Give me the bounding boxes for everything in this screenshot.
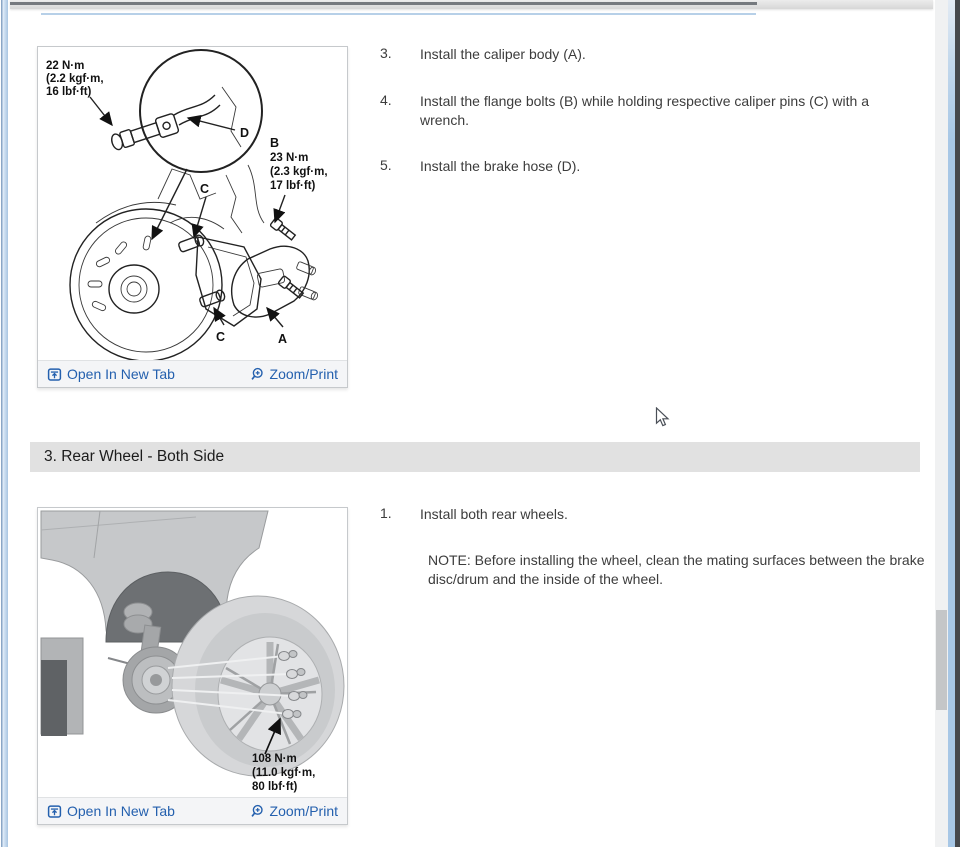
step-number: 5.: [380, 157, 392, 173]
label-c-bottom: C: [216, 330, 226, 344]
torque-flange-line3: 17 lbf·ft): [270, 180, 316, 192]
step-text: Install the caliper body (A).: [420, 46, 586, 62]
torque-wheel-line3: 80 lbf·ft): [252, 781, 298, 793]
zoom-icon: [250, 367, 265, 382]
note-text: NOTE: Before installing the wheel, clean the mating surfaces between the brake disc/drum and the inside of the wheel.: [428, 552, 925, 587]
step-text: Install the brake hose (D).: [420, 158, 581, 174]
zoom-print-label: Zoom/Print: [269, 366, 338, 382]
open-in-new-tab-icon: [47, 804, 62, 819]
label-a: A: [278, 332, 288, 346]
step-text: Install the flange bolts (B) while holding respective caliper pins (C) with a wrench.: [420, 93, 869, 128]
step-4: [380, 92, 920, 130]
rear-wheel-steps-list: [380, 505, 928, 625]
torque-flange-line2: (2.3 kgf·m,: [270, 166, 328, 178]
top-blue-divider-line: [41, 13, 756, 15]
rear-wheel-figure-panel: [37, 507, 348, 825]
window-edge: [955, 0, 960, 847]
open-in-new-tab-label: Open In New Tab: [67, 366, 175, 382]
caliper-steps-list: [380, 45, 928, 195]
section-header-rear-wheel: [30, 442, 920, 472]
rear-wheel-diagram[interactable]: [38, 508, 347, 797]
step-number: 4.: [380, 92, 392, 108]
torque-wheel-line2: (11.0 kgf·m,: [252, 767, 316, 779]
section-title: 3. Rear Wheel - Both Side: [44, 448, 225, 465]
step-number: 3.: [380, 45, 392, 61]
torque-hose-line3: 16 lbf·ft): [46, 86, 92, 98]
step-number: 1.: [380, 505, 392, 521]
label-d: D: [240, 126, 250, 140]
step-3: [380, 45, 920, 64]
open-in-new-tab-link[interactable]: [47, 803, 175, 819]
open-in-new-tab-label: Open In New Tab: [67, 803, 175, 819]
step-1: [380, 505, 920, 524]
label-c-top: C: [200, 182, 210, 196]
right-blue-border: [948, 0, 955, 847]
torque-flange-line1: 23 N·m: [270, 152, 309, 164]
zoom-print-label: Zoom/Print: [269, 803, 338, 819]
left-blue-border: [0, 0, 8, 847]
torque-hose-line2: (2.2 kgf·m,: [46, 73, 104, 85]
label-b: B: [270, 136, 280, 150]
vertical-scrollbar-thumb[interactable]: [936, 610, 947, 710]
step-5: [380, 157, 920, 176]
caliper-figure-panel: [37, 46, 348, 388]
torque-wheel-line1: 108 N·m: [252, 753, 297, 765]
figure-footer: [38, 797, 347, 824]
zoom-print-link[interactable]: [250, 366, 338, 382]
open-in-new-tab-icon: [47, 367, 62, 382]
step-text: Install both rear wheels.: [420, 506, 568, 522]
zoom-icon: [250, 804, 265, 819]
top-divider-line: [10, 2, 757, 5]
zoom-print-link[interactable]: [250, 803, 338, 819]
torque-hose-line1: 22 N·m: [46, 60, 85, 72]
open-in-new-tab-link[interactable]: [47, 366, 175, 382]
figure-footer: [38, 360, 347, 387]
mouse-cursor: [655, 407, 675, 433]
vertical-scrollbar-track[interactable]: [935, 0, 948, 847]
caliper-diagram[interactable]: [38, 47, 347, 360]
